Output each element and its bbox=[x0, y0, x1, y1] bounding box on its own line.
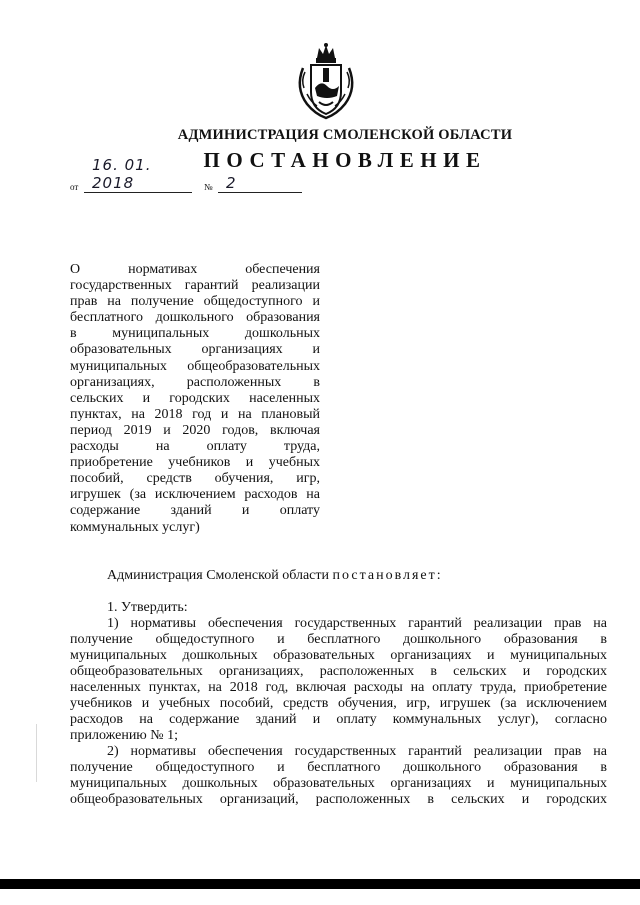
body-line: 1) нормативы обеспечения государственных гарантий реализации прав на bbox=[107, 616, 607, 631]
number-prefix: № bbox=[204, 182, 213, 192]
scan-bottom-edge bbox=[0, 879, 640, 889]
body-line: муниципальных дошкольных образовательных организациях и муниципальных bbox=[70, 776, 607, 791]
title-line: организациях, расположенных в bbox=[70, 374, 320, 390]
intro-paragraph bbox=[107, 568, 443, 584]
title-line: пособий, средств обучения, игр, bbox=[70, 471, 320, 487]
body-line: населенных пунктах, на 2018 год, включая расходы на оплату труда, приобретение bbox=[70, 680, 607, 695]
number-value: 2 bbox=[226, 174, 237, 192]
body-line: муниципальных дошкольных образовательных организациях и муниципальных bbox=[70, 648, 607, 663]
intro-text: Администрация Смоленской области bbox=[107, 568, 330, 583]
scan-margin-mark bbox=[36, 724, 37, 782]
title-line: игрушек (за исключением расходов на bbox=[70, 487, 320, 503]
item-heading: 1. Утвердить: bbox=[107, 600, 188, 615]
date-prefix: от bbox=[70, 182, 79, 192]
body-line: получение общедоступного и бесплатного дошкольного образования в bbox=[70, 632, 607, 647]
title-line: сельских и городских населенных bbox=[70, 390, 320, 406]
title-line: приобретение учебников и учебных bbox=[70, 455, 320, 471]
body-line: получение общедоступного и бесплатного дошкольного образования в bbox=[70, 760, 607, 775]
date-value: 16. 01. 2018 bbox=[92, 156, 152, 192]
intro-spaced-verb: постановляет: bbox=[332, 568, 443, 583]
title-line: расходы на оплату труда, bbox=[70, 439, 320, 455]
document-body bbox=[70, 600, 607, 808]
document-title bbox=[70, 262, 320, 536]
title-line: содержание зданий и оплату bbox=[70, 503, 320, 519]
document-type: ПОСТАНОВЛЕНИЕ bbox=[203, 148, 487, 172]
body-line: расходов на содержание зданий и оплату коммунальных услуг), согласно bbox=[70, 712, 607, 727]
title-line: коммунальных услуг) bbox=[70, 519, 200, 535]
date-field bbox=[84, 156, 192, 193]
body-line: 2) нормативы обеспечения государственных гарантий реализации прав на bbox=[107, 744, 607, 759]
date-number-line bbox=[70, 156, 310, 196]
body-line: общеобразовательных организациях, расположенных в сельских и городских bbox=[70, 664, 607, 679]
title-line: муниципальных общеобразовательных bbox=[70, 358, 320, 374]
title-line: прав на получение общедоступного и bbox=[70, 294, 320, 310]
body-line: учебников и учебных пособий, средств обучения, игр, игрушек (за исключением bbox=[70, 696, 607, 711]
number-field bbox=[218, 174, 302, 193]
title-line: в муниципальных дошкольных bbox=[70, 326, 320, 342]
coat-of-arms-icon bbox=[293, 42, 359, 122]
body-line: общеобразовательных организаций, расположенных в сельских и городских bbox=[70, 792, 607, 807]
title-line: образовательных организациях и bbox=[70, 342, 320, 358]
title-line: бесплатного дошкольного образования bbox=[70, 310, 320, 326]
title-line: пунктах, на 2018 год и на плановый bbox=[70, 406, 320, 422]
title-line: О нормативах обеспечения bbox=[70, 262, 320, 277]
organization-name: АДМИНИСТРАЦИЯ СМОЛЕНСКОЙ ОБЛАСТИ bbox=[177, 127, 513, 143]
body-line: приложению № 1; bbox=[70, 728, 179, 743]
title-line: период 2019 и 2020 годов, включая bbox=[70, 422, 320, 438]
title-line: государственных гарантий реализации bbox=[70, 278, 320, 294]
